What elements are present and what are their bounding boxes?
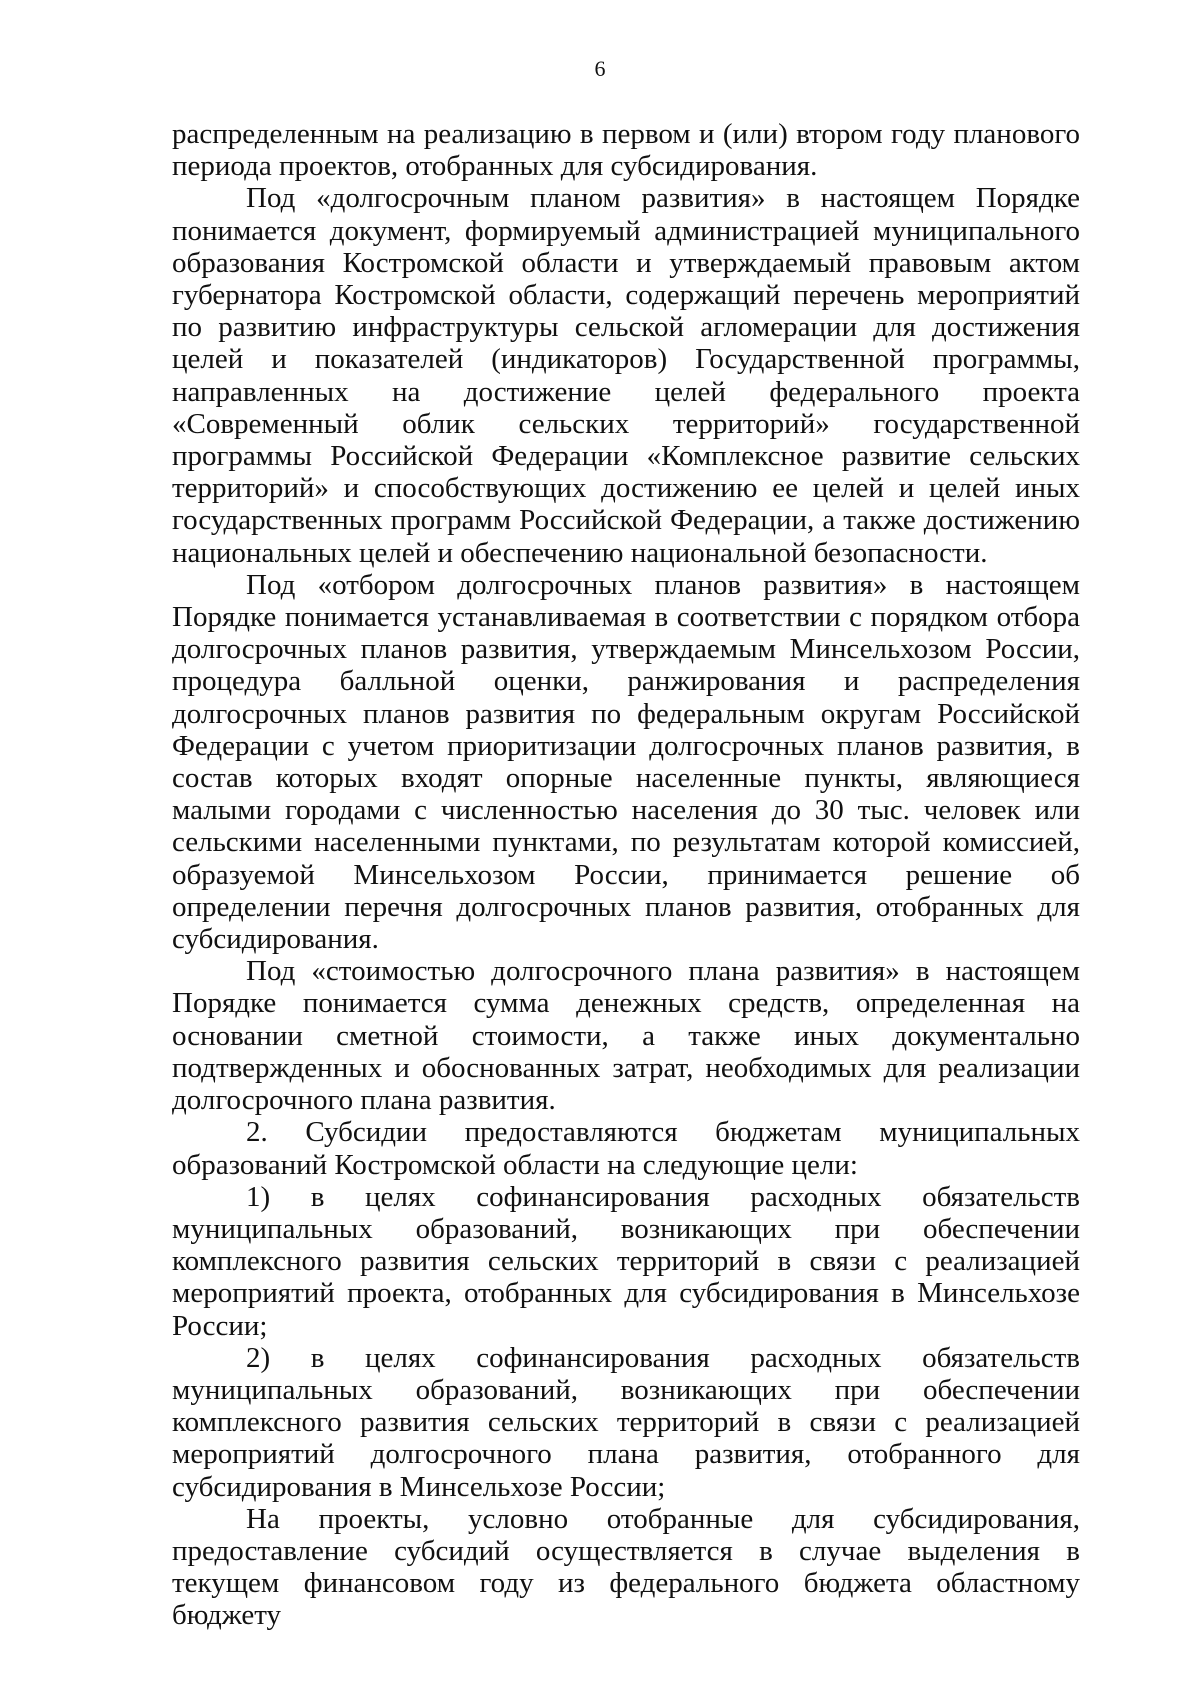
list-item-1: 1) в целях софинансирования расходных обязательств муниципальных образований, возникающих при обеспечении комплексного развития сельских территорий в связи с реализацией мероприятий проекта, отобранных для субсидирования в Минсельхозе России; (172, 1180, 1080, 1342)
page-number: 6 (594, 56, 606, 81)
paragraph-continuation: распределенным на реализацию в первом и (или) втором году планового периода проектов, отобранных для субсидирования. (172, 118, 1080, 183)
document-body (172, 118, 1080, 1632)
paragraph-conditional-projects: На проекты, условно отобранные для субсидирования, предоставление субсидий осуществляется в случае выделения в текущем финансовом году из федерального бюджета областному бюджету (172, 1502, 1080, 1632)
list-item-2: 2) в целях софинансирования расходных обязательств муниципальных образований, возникающих при обеспечении комплексного развития сельских территорий в связи с реализацией мероприятий долгосрочного плана развития, отобранного для субсидирования в Минсельхозе России; (172, 1341, 1080, 1503)
paragraph-cost-definition: Под «стоимостью долгосрочного плана развития» в настоящем Порядке понимается сумма денежных средств, определенная на основании сметной стоимости, а также иных документально подтвержденных и обоснованных затрат, необходимых для реализации долгосрочного плана развития. (172, 955, 1080, 1117)
paragraph-long-term-plan-definition: Под «долгосрочным планом развития» в настоящем Порядке понимается документ, формируемый администрацией муниципального образования Костромской области и утверждаемый правовым актом губернатора Костромской области, содержащий перечень мероприятий по развитию инфраструктуры сельской агломерации для достижения целей и показателей (индикаторов) Государственной программы, направленных на достижение целей федерального проекта «Современный облик сельских территорий» государственной программы Российской Федерации «Комплексное развитие сельских территорий» и способствующих достижению ее целей и целей иных государственных программ Российской Федерации, а также достижению национальных целей и обеспечению национальной безопасности. (172, 182, 1080, 569)
paragraph-section-2: 2. Субсидии предоставляются бюджетам муниципальных образований Костромской области на следующие цели: (172, 1116, 1080, 1181)
paragraph-selection-definition: Под «отбором долгосрочных планов развития» в настоящем Порядке понимается устанавливаемая в соответствии с порядком отбора долгосрочных планов развития, утверждаемым Минсельхозом России, процедура балльной оценки, ранжирования и распределения долгосрочных планов развития по федеральным округам Российской Федерации с учетом приоритизации долгосрочных планов развития, в состав которых входят опорные населенные пункты, являющиеся малыми городами с численностью населения до 30 тыс. человек или сельскими населенными пунктами, по результатам которой комиссией, образуемой Минсельхозом России, принимается решение об определении перечня долгосрочных планов развития, отобранных для субсидирования. (172, 568, 1080, 956)
